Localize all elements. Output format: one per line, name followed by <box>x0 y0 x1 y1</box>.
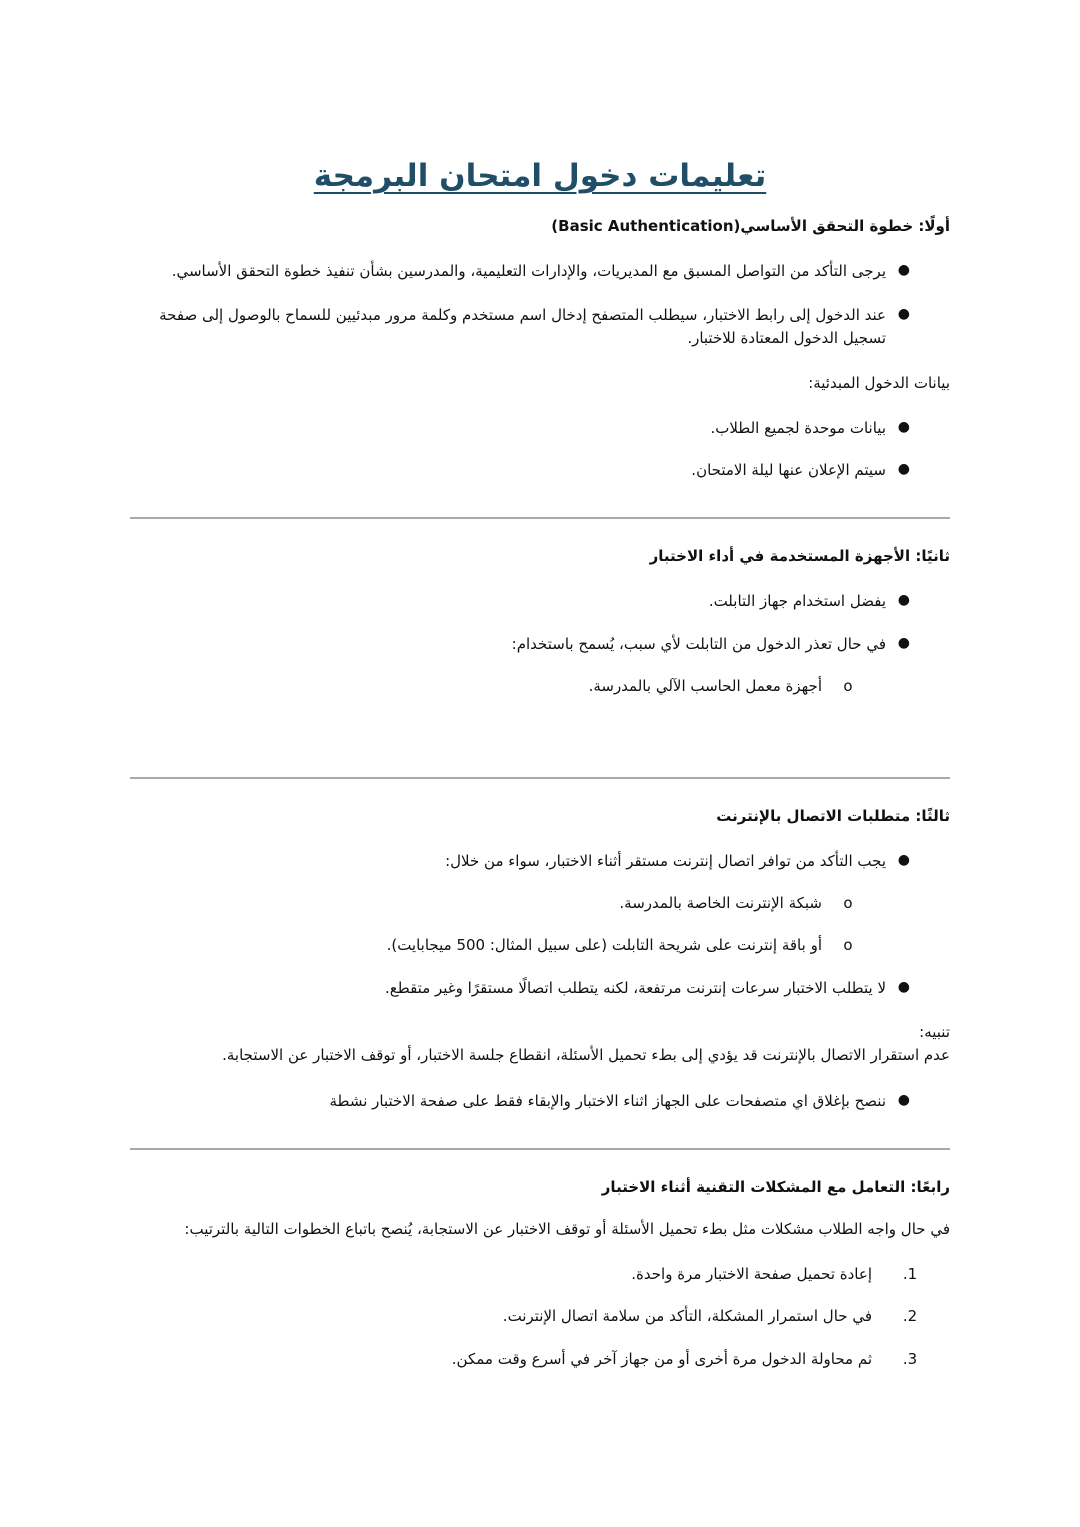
list-item <box>130 1263 950 1286</box>
internet-note-block <box>130 1021 950 1068</box>
section-devices <box>130 546 950 566</box>
list-item-text: إعادة تحميل صفحة الاختبار مرة واحدة. <box>631 1265 872 1283</box>
internet-bullet-list <box>130 850 950 873</box>
basic-auth-bullet-list <box>130 260 950 283</box>
list-item <box>130 304 950 351</box>
internet-bullet-list-3 <box>130 1090 950 1113</box>
devices-bullet-list <box>130 590 950 613</box>
note-text: عدم استقرار الاتصال بالإنترنت قد يؤدي إلى بطء تحميل الأسئلة، انقطاع جلسة الاختبار، أو توقف الاختبار عن الاستجابة. <box>222 1046 950 1065</box>
list-item <box>130 459 950 482</box>
list-item <box>130 850 950 873</box>
bullet-icon: ● <box>897 852 910 868</box>
bullet-icon: ● <box>897 1092 910 1108</box>
list-item-text: أجهزة معمل الحاسب الآلي بالمدرسة. <box>588 677 822 695</box>
list-item-text: ننصح بإغلاق اي متصفحات على الجهاز اثناء الاختبار والإبقاء فقط على صفحة الاختبار نشطة <box>329 1092 886 1110</box>
section-divider <box>130 1148 950 1150</box>
list-item <box>130 1090 950 1113</box>
list-item-text: شبكة الإنترنت الخاصة بالمدرسة. <box>619 894 822 912</box>
section-technical-issues <box>130 1177 950 1197</box>
list-item-text: في حال تعذر الدخول من التابلت لأي سبب، يُسمح باستخدام: <box>511 635 886 653</box>
list-item-text: عند الدخول إلى رابط الاختبار، سيطلب المتصفح إدخال اسم مستخدم وكلمة مرور مبدئيين للسماح بالوصول إلى صفحة تسجيل الدخول المعتادة للاختبار. <box>159 306 886 348</box>
list-item <box>130 260 950 283</box>
bullet-icon: ● <box>897 461 910 477</box>
devices-bullet-list-2 <box>130 633 950 656</box>
list-item <box>130 1305 950 1328</box>
circle-bullet-icon: o <box>843 936 853 954</box>
bullet-icon: ● <box>897 979 910 995</box>
document-title: تعليمات دخول امتحان البرمجة <box>313 158 767 194</box>
list-item-text: يرجى التأكد من التواصل المسبق مع المديريات، والإدارات التعليمية، والمدرسين بشأن تنفيذ خطوة التحقق الأساسي. <box>171 262 886 280</box>
list-item-text: لا يتطلب الاختبار سرعات إنترنت مرتفعة، لكنه يتطلب اتصالًا مستقرًا وغير متقطع. <box>385 979 886 997</box>
bullet-icon: ● <box>897 419 910 435</box>
list-item-text: سيتم الإعلان عنها ليلة الامتحان. <box>691 461 886 479</box>
list-item <box>130 1348 950 1371</box>
technical-issues-intro: في حال واجه الطلاب مشكلات مثل بطء تحميل الأسئلة أو توقف الاختبار عن الاستجابة، يُنصح باتباع الخطوات التالية بالترتيب: <box>184 1220 950 1238</box>
list-item-text: يجب التأكد من توافر اتصال إنترنت مستقر أثناء الاختبار، سواء من خلال: <box>445 852 886 870</box>
circle-bullet-icon: o <box>843 677 853 695</box>
internet-sub-list <box>130 892 950 915</box>
steps-list-3 <box>130 1348 950 1371</box>
circle-bullet-icon: o <box>843 894 853 912</box>
step-number: 2. <box>902 1307 918 1325</box>
list-item-text: ثم محاولة الدخول مرة أخرى أو من جهاز آخر في أسرع وقت ممكن. <box>451 1350 872 1368</box>
section-heading-devices: ثانيًا: الأجهزة المستخدمة في أداء الاختبار <box>649 547 950 565</box>
section-divider <box>130 777 950 779</box>
bullet-icon: ● <box>897 592 910 608</box>
technical-issues-intro-block <box>130 1218 950 1241</box>
basic-auth-bullet-list-2 <box>130 304 950 351</box>
step-number: 3. <box>902 1350 918 1368</box>
section-basic-authentication <box>130 216 950 236</box>
credentials-subheading-block <box>130 372 950 395</box>
steps-list-2 <box>130 1305 950 1328</box>
list-item-text: في حال استمرار المشكلة، التأكد من سلامة اتصال الإنترنت. <box>502 1307 872 1325</box>
step-number: 1. <box>902 1265 918 1283</box>
list-item <box>130 892 950 915</box>
list-item-text: أو باقة إنترنت على شريحة التابلت (على سبيل المثال: 500 ميجابايت). <box>386 936 822 954</box>
devices-sub-list <box>130 675 950 698</box>
internet-bullet-list-2 <box>130 977 950 1000</box>
bullet-icon: ● <box>897 262 910 278</box>
credentials-subheading: بيانات الدخول المبدئية: <box>808 374 950 392</box>
internet-sub-list-2 <box>130 934 950 957</box>
list-item-text: بيانات موحدة لجميع الطلاب. <box>710 419 886 437</box>
bullet-icon: ● <box>897 306 910 322</box>
list-item <box>130 977 950 1000</box>
section-internet <box>130 806 950 826</box>
section-heading-technical-issues: رابعًا: التعامل مع المشكلات التقنية أثناء الاختبار <box>601 1178 950 1196</box>
section-heading-basic-authentication: أولًا: خطوة التحقق الأساسي(Basic Authentication) <box>551 217 950 235</box>
credentials-bullet-list-2 <box>130 459 950 482</box>
steps-list <box>130 1263 950 1286</box>
list-item <box>130 934 950 957</box>
section-divider <box>130 517 950 519</box>
credentials-bullet-list <box>130 417 950 440</box>
bullet-icon: ● <box>897 635 910 651</box>
list-item <box>130 590 950 613</box>
list-item-text: يفضل استخدام جهاز التابلت. <box>708 592 886 610</box>
list-item <box>130 675 950 698</box>
list-item <box>130 633 950 656</box>
list-item <box>130 417 950 440</box>
section-heading-internet: ثالثًا: متطلبات الاتصال بالإنترنت <box>716 807 950 825</box>
note-label: تنبيه: <box>919 1023 950 1041</box>
